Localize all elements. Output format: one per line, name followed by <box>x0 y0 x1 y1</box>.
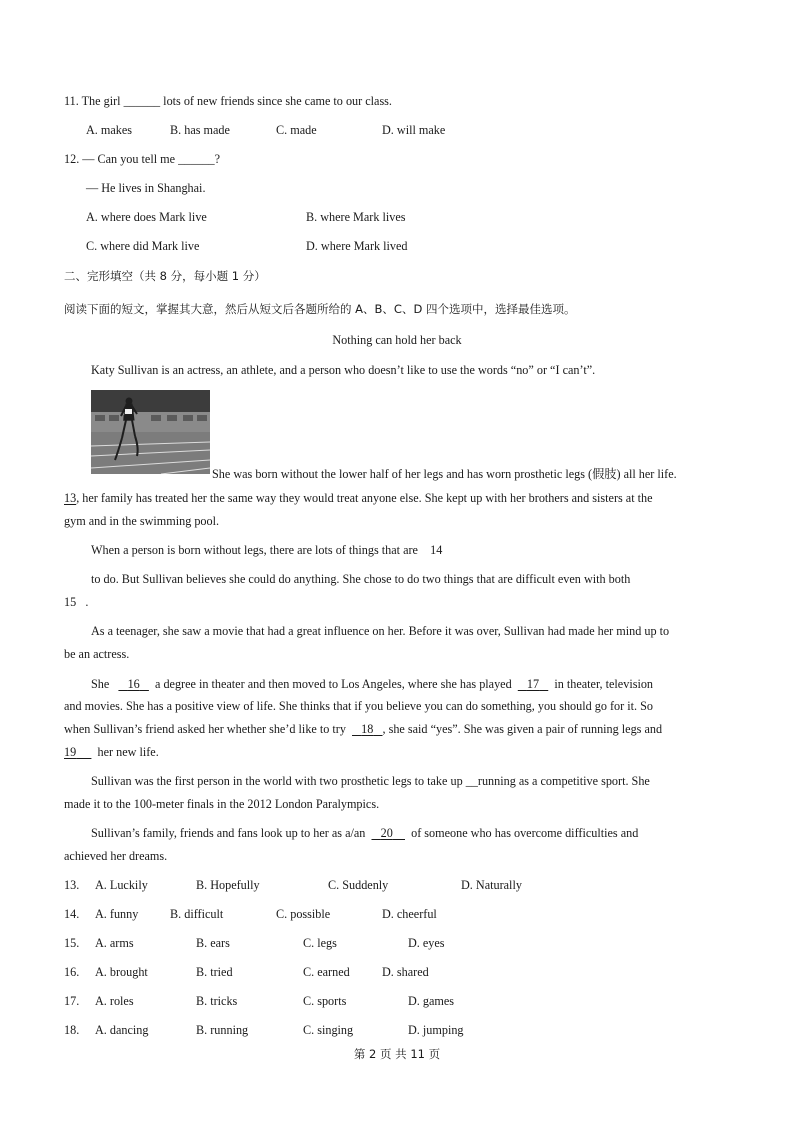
passage-paragraph-2-line-3: gym and in the swimming pool. <box>64 514 220 528</box>
passage-paragraph-5-line-2: and movies. She has a positive view of life. She thinks that if you believe you can do something, you should go for it. So <box>64 699 653 713</box>
page-footer: 第 2 页 共 11 页 <box>353 1047 441 1061</box>
choice-14-number: 14. <box>64 907 80 921</box>
passage-paragraph-3-line-2: to do. But Sullivan believes she could do anything. She chose to do two things that are difficult even with both <box>91 572 631 586</box>
athlete-running-photo <box>91 390 210 474</box>
choice-17-option-d: D. games <box>408 994 455 1008</box>
q12-option-d: D. where Mark lived <box>306 239 408 253</box>
passage-paragraph-5-line-3: when Sullivan’s friend asked her whether she’d like to try 18 , she said “yes”. She was given a pair of running legs and <box>64 722 663 736</box>
passage-paragraph-1: Katy Sullivan is an actress, an athlete, and a person who doesn’t like to use the words “no” or “I can’t”. <box>91 363 596 377</box>
q11-option-d: D. will make <box>382 123 446 137</box>
choice-16-option-d: D. shared <box>382 965 429 979</box>
choice-18-number: 18. <box>64 1023 80 1037</box>
choice-15-number: 15. <box>64 936 80 950</box>
blank-15: 15 <box>64 595 77 609</box>
passage-paragraph-5-line-4: 19 her new life. <box>64 745 159 759</box>
q12-stem: 12. — Can you tell me ______? <box>64 152 221 166</box>
choice-15-option-a: A. arms <box>95 936 134 950</box>
choice-14-option-c: C. possible <box>276 907 331 921</box>
choice-17-number: 17. <box>64 994 80 1008</box>
blank-14: 14 <box>430 543 443 557</box>
blank-19: 19 <box>64 745 77 759</box>
choice-18-option-a: A. dancing <box>95 1023 149 1037</box>
q11-option-b: B. has made <box>170 123 230 137</box>
passage-paragraph-4-line-2: be an actress. <box>64 647 130 661</box>
choice-13-option-a: A. Luckily <box>95 878 148 892</box>
passage-paragraph-6-line-2: made it to the 100-meter finals in the 2012 London Paralympics. <box>64 797 380 811</box>
blank-13: 13 <box>64 491 77 505</box>
choice-13-number: 13. <box>64 878 80 892</box>
choice-15-option-c: C. legs <box>303 936 337 950</box>
athlete-photo-illustration <box>91 390 210 474</box>
passage-paragraph-2-line-1: She was born without the lower half of her legs and has worn prosthetic legs (假肢) all her life. <box>212 467 677 481</box>
choice-17-option-b: B. tricks <box>196 994 238 1008</box>
choice-16-option-b: B. tried <box>196 965 233 979</box>
q12-option-a: A. where does Mark live <box>86 210 207 224</box>
choice-15-option-b: B. ears <box>196 936 230 950</box>
q11-stem: 11. The girl ______ lots of new friends since she came to our class. <box>64 94 392 108</box>
choice-17-option-c: C. sports <box>303 994 347 1008</box>
choice-13-option-b: B. Hopefully <box>196 878 260 892</box>
blank-17: 17 <box>526 677 540 691</box>
q11-option-c: C. made <box>276 123 317 137</box>
choice-18-option-b: B. running <box>196 1023 249 1037</box>
q12-answer-line: — He lives in Shanghai. <box>86 181 206 195</box>
choice-13-option-c: C. Suddenly <box>328 878 389 892</box>
q11-option-a: A. makes <box>86 123 133 137</box>
choice-18-option-d: D. jumping <box>408 1023 464 1037</box>
choice-17-option-a: A. roles <box>95 994 134 1008</box>
q12-option-c: C. where did Mark live <box>86 239 200 253</box>
choice-13-option-d: D. Naturally <box>461 878 522 892</box>
choice-15-option-d: D. eyes <box>408 936 445 950</box>
section-instruction: 阅读下面的短文，掌握其大意，然后从短文后各题所给的 A、B、C、D 四个选项中，选择最佳选项。 <box>64 302 576 316</box>
choice-14-option-d: D. cheerful <box>382 907 437 921</box>
passage-paragraph-5-line-1: She 16 a degree in theater and then moved to Los Angeles, where she has played 17 in theater, television <box>91 677 654 691</box>
passage-paragraph-4-line-1: As a teenager, she saw a movie that had a great influence on her. Before it was over, Sullivan had made her mind up to <box>91 624 670 638</box>
passage-title: Nothing can hold her back <box>332 333 462 347</box>
q12-option-b: B. where Mark lives <box>306 210 406 224</box>
choice-16-option-a: A. brought <box>95 965 148 979</box>
blank-20: 20 <box>380 826 393 840</box>
choice-16-option-c: C. earned <box>303 965 350 979</box>
blank-16: 16 <box>127 677 140 691</box>
choice-16-number: 16. <box>64 965 80 979</box>
choice-18-option-c: C. singing <box>303 1023 354 1037</box>
passage-paragraph-7-line-2: achieved her dreams. <box>64 849 168 863</box>
choice-14-option-b: B. difficult <box>170 907 224 921</box>
passage-paragraph-7-line-1: Sullivan’s family, friends and fans look up to her as a/an 20 of someone who has overcome difficulties and <box>91 826 639 840</box>
passage-paragraph-3-line-1: When a person is born without legs, there are lots of things that are 14 <box>91 543 443 557</box>
passage-paragraph-2-line-2: 13, her family has treated her the same way they would treat anyone else. She kept up with her brothers and sisters at the <box>64 491 653 505</box>
passage-paragraph-6-line-1: Sullivan was the first person in the world with two prosthetic legs to take up __running as a competitive sport. She <box>91 774 650 788</box>
passage-paragraph-3-line-3: 15 . <box>64 595 89 609</box>
section-heading: 二、完形填空（共 8 分，每小题 1 分） <box>64 269 266 283</box>
choice-14-option-a: A. funny <box>95 907 139 921</box>
blank-18: 18 <box>361 722 374 736</box>
